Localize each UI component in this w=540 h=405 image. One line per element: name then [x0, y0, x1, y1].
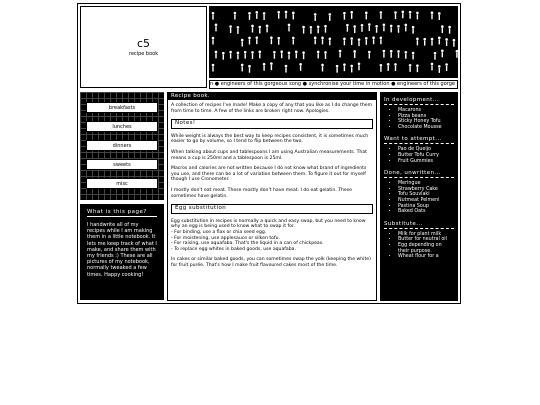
banner-figure [380, 64, 383, 72]
banner-figure [394, 11, 397, 19]
banner-figure [368, 23, 371, 31]
banner-figure [453, 39, 456, 47]
banner-figure [237, 52, 240, 60]
banner-figure [390, 50, 393, 58]
banner-figure [431, 38, 434, 46]
banner-figure [402, 10, 405, 18]
banner-figure [343, 12, 346, 20]
banner-figure [336, 65, 339, 73]
list-item: • Nutmeat Pelmeni [398, 198, 454, 204]
banner-figure [412, 52, 415, 60]
banner-figure [416, 12, 419, 20]
banner-figure [310, 26, 313, 34]
banner-figure [229, 25, 232, 33]
banner-figure [390, 25, 393, 33]
list-item: • Butter Tofu Curry [398, 153, 454, 159]
banner-figure [248, 37, 251, 45]
banner-figure [222, 52, 225, 60]
banner-figure [292, 37, 295, 45]
banner-figure [234, 12, 237, 20]
banner-figure [215, 51, 218, 59]
banner-figure [434, 52, 437, 60]
banner-figure [288, 24, 291, 32]
list-item: • Baked Oats [398, 209, 454, 215]
banner-figure [256, 11, 259, 19]
banner-figure [358, 38, 361, 46]
nav-breakfasts-button[interactable]: breakfasts [86, 102, 158, 113]
banner-figure [405, 24, 408, 32]
egg-list-item: - To replace egg whites in baked goods, use aquafaba. [171, 246, 296, 252]
banner-figure [321, 64, 324, 72]
banner-figure [448, 26, 451, 34]
list-item: • Tofu Souvlaki [398, 192, 454, 198]
banner-figure [248, 12, 251, 20]
banner-figure [375, 25, 378, 33]
banner-figure [212, 64, 215, 72]
banner-figure [277, 37, 280, 45]
banner-figure [321, 37, 324, 45]
banner-figure [273, 51, 276, 59]
list-item: • Macarons [398, 108, 454, 114]
banner-figure [292, 12, 295, 20]
sidebar-heading-substitute: Substitute... [384, 221, 454, 229]
banner-figure [456, 50, 458, 58]
banner-figure [259, 26, 262, 34]
banner-figure [237, 26, 240, 34]
banner-figure [358, 62, 361, 70]
sidebar-heading-done: Done, unwritten... [384, 170, 454, 178]
banner-figure [324, 51, 327, 59]
about-panel [80, 204, 164, 300]
banner-figure [380, 36, 383, 44]
banner-figure [266, 25, 269, 33]
notes-heading: Notes! [171, 119, 373, 129]
nav-misc-button[interactable]: misc [86, 178, 158, 189]
banner-figure [372, 36, 375, 44]
nav-lunches-button[interactable]: lunches [86, 121, 158, 132]
banner-figure [302, 51, 305, 59]
nav-sweets-button[interactable]: sweets [86, 159, 158, 170]
list-development [384, 108, 454, 130]
list-done [384, 181, 454, 215]
banner-figure [339, 50, 342, 58]
sidebar-heading-attempt: Want to attempt... [384, 136, 454, 144]
banner-figure [431, 11, 434, 19]
banner-figure [270, 36, 273, 44]
list-item: • Strawberry Cake [398, 187, 454, 193]
banner-figure [270, 62, 273, 70]
banner-figure [229, 51, 232, 59]
banner-figure [263, 12, 266, 20]
intro-text: A collection of recipes I've made! Make a copy of any that you like as I do change them from time to time. A few of the links are broken right now. Apologies. [171, 103, 373, 114]
egg-list-item: - For moistening, use applesauce or silken tofu. [171, 235, 280, 241]
list-item: • Fruit Gummies [398, 159, 454, 165]
banner-figure [397, 25, 400, 33]
main-title: Recipe book. [168, 93, 376, 100]
sidebar-heading-development: In development... [384, 97, 454, 105]
ticker-text: n ● engineers of this gorgeous song ● synchronise your time in motion ● engineers of this gorge [210, 81, 455, 87]
banner-figure [295, 51, 298, 59]
banner-figure [285, 65, 288, 73]
list-item: • Meringue [398, 181, 454, 187]
list-item: • Wheat flour for a [398, 254, 454, 260]
banner-figure [353, 25, 356, 33]
banner-figure [346, 24, 349, 32]
main-body [168, 100, 376, 276]
list-substitute [384, 232, 454, 260]
banner-figure [324, 25, 327, 33]
note-paragraph: I mostly don't eat meat. These mostly don't have meat. I do eat gelatin. These sometimes have gelatin. [171, 187, 352, 199]
banner-figure [314, 36, 317, 44]
banner-figure [365, 37, 368, 45]
banner-figure [241, 64, 244, 72]
banner-figure [423, 38, 426, 46]
list-item: • Sticky Honey Tofu [398, 119, 454, 125]
banner-figure [405, 51, 408, 59]
banner-figure [438, 12, 441, 20]
banner-figure [441, 49, 444, 57]
banner-figure [285, 11, 288, 19]
banner-figure [383, 23, 386, 31]
list-item: • Pizza beans [398, 114, 454, 120]
list-item: • Egg depending on their purpose. [398, 243, 454, 254]
banner-figure [277, 11, 280, 19]
banner-figure [248, 65, 251, 73]
banner-figure [299, 63, 302, 71]
egg-list-item: - For raising, use aquafaba. That's the liquid in a can of chickpeas. [171, 241, 324, 247]
note-paragraph: Macros and calories are not written because I do not know what brand of ingredients you use, and there can be a lot of variation between them. To figure it out for myself though I use Cronometer. [171, 166, 367, 183]
egg-list-item: - For binding, use a flax or chia seed egg. [171, 229, 267, 235]
nav-panel [80, 92, 164, 200]
banner-figure [380, 11, 383, 19]
banner-figure [353, 50, 356, 58]
banner-figure [350, 37, 353, 45]
banner-figure [259, 51, 262, 59]
banner-figure [314, 13, 317, 21]
banner-figure [343, 63, 346, 71]
logo-title: c5 [136, 37, 151, 50]
banner-figure [409, 11, 412, 19]
banner-figure [412, 26, 415, 34]
list-item: • Pastina Soup [398, 204, 454, 210]
about-heading: What is this page? [87, 209, 157, 217]
list-item: • Butter for neutral oil [398, 237, 454, 243]
banner-figure [212, 12, 215, 20]
banner-figure [329, 13, 332, 21]
banner-figure [394, 63, 397, 71]
marquee-ticker [209, 80, 458, 89]
banner-figure [212, 37, 215, 45]
logo-subtitle: recipe book [128, 51, 159, 57]
list-attempt [384, 147, 454, 164]
note-paragraph: While weight is always the best way to keep recipes consistent, it is sometimes much easier to go by volume, so I tend to flip between the two. [171, 133, 369, 145]
banner-figure [431, 63, 434, 71]
egg-outro: In cakes or similar baked goods, you can sometimes swap the yolk (keeping the white) for fruit purée. That's how I make fruit flavoured cakes most of the time. [171, 257, 371, 268]
banner-figure [288, 52, 291, 60]
note-paragraph: When talking about cups and tablespoons I am using Australian measurements. That means a cup is 250ml and a tablespoon is 25ml. [171, 149, 367, 161]
nav-dinners-button[interactable]: dinners [86, 140, 158, 151]
site-logo[interactable] [80, 6, 207, 88]
banner-figure [329, 37, 332, 45]
main-content[interactable] [167, 92, 377, 301]
banner-figure [215, 23, 218, 31]
banner-figure [409, 64, 412, 72]
banner-figure [302, 26, 305, 34]
banner-figure [241, 39, 244, 47]
banner-figure [256, 36, 259, 44]
banner-figure [361, 24, 364, 32]
banner-figure [251, 51, 254, 59]
banner-figure [263, 63, 266, 71]
banner-figure [280, 50, 283, 58]
list-item: • Pao de Queijo [398, 147, 454, 153]
banner-figure [350, 11, 353, 19]
banner-image [209, 6, 458, 78]
about-text: I handwrite all of my recipes while I am making them in a little notebook. It lets me keep track of what I make, and share them with my friends :) These are all pictures of my notebook, normally tweaked a few times. Happy cooking! [87, 222, 157, 278]
egg-intro: Egg substitution in recipes is normally a quick and easy swap, but you need to know why an egg is being used to know what to swap it for. [171, 218, 366, 230]
banner-figure [317, 25, 320, 33]
banner-figure [445, 38, 448, 46]
banner-figure [383, 50, 386, 58]
banner-figure [441, 25, 444, 33]
banner-figure [438, 37, 441, 45]
banner-figure [350, 65, 353, 73]
banner-figure [416, 64, 419, 72]
list-item: • Milk for plant milk [398, 232, 454, 238]
banner-figure [365, 12, 368, 20]
banner-figure [244, 51, 247, 59]
banner-figure [387, 63, 390, 71]
sidebar-right[interactable] [380, 92, 458, 301]
banner-figure [438, 65, 441, 73]
banner-figure [368, 51, 371, 59]
banner-figure [445, 63, 448, 71]
banner-figure [397, 50, 400, 58]
banner-art [209, 6, 458, 78]
egg-heading: Egg substitution [171, 204, 373, 214]
banner-figure [416, 38, 419, 46]
list-item: • Chocolate Mousse [398, 125, 454, 131]
banner-figure [343, 38, 346, 46]
banner-figure [317, 51, 320, 59]
banner-figure [251, 25, 254, 33]
